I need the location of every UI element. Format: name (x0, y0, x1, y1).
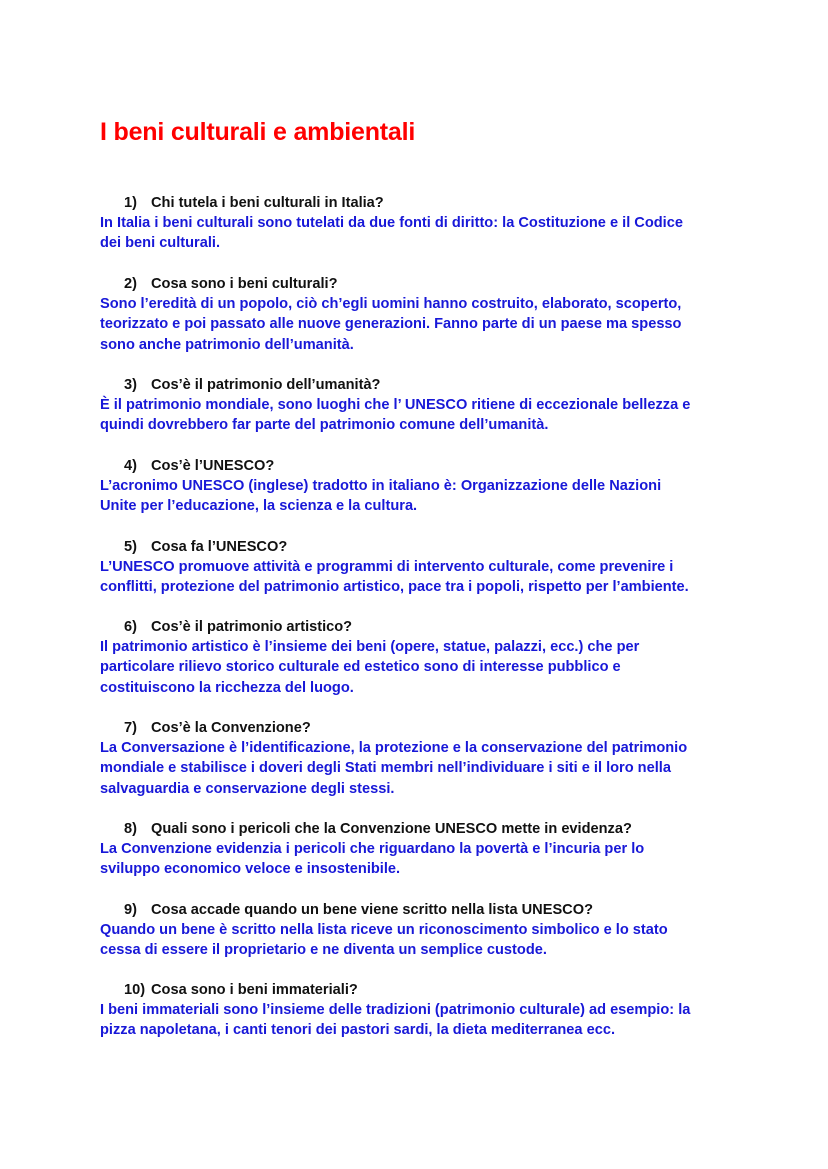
answer-line: Sono l’eredità di un popolo, ciò ch’egli uomini hanno costruito, elaborato, scoperto, (100, 296, 682, 312)
answer-8 (100, 839, 644, 880)
answer-5 (100, 557, 689, 598)
question-number: 7) (124, 720, 137, 736)
question-text: Cos’è la Convenzione? (151, 720, 311, 736)
answer-line: dei beni culturali. (100, 235, 221, 252)
answer-line: L’UNESCO promuove attività e programmi di intervento culturale, come prevenire i (100, 559, 674, 575)
answer-line: Quando un bene è scritto nella lista riceve un riconoscimento simbolico e lo stato (100, 922, 668, 938)
answer-line: quindi dovrebbero far parte del patrimonio comune dell’umanità. (100, 417, 549, 434)
question-5 (124, 537, 287, 557)
answer-line: conflitti, protezione del patrimonio artistico, pace tra i popoli, rispetto per l’ambiente. (100, 579, 689, 596)
answer-line: pizza napoletana, i canti tenori dei pastori sardi, la dieta mediterranea ecc. (100, 1022, 615, 1039)
answer-line: È il patrimonio mondiale, sono luoghi che l’ UNESCO ritiene di eccezionale bellezza e (100, 397, 691, 413)
question-1 (124, 193, 384, 213)
question-text: Cos’è il patrimonio dell’umanità? (151, 377, 381, 393)
question-text: Chi tutela i beni culturali in Italia? (151, 195, 384, 211)
question-8 (124, 819, 632, 839)
question-number: 2) (124, 276, 137, 292)
answer-line: Unite per l’educazione, la scienza e la cultura. (100, 498, 418, 515)
answer-9 (100, 920, 668, 961)
question-7 (124, 718, 311, 738)
question-text: Cosa accade quando un bene viene scritto nella lista UNESCO? (151, 902, 593, 918)
question-number: 8) (124, 821, 137, 837)
answer-4 (100, 476, 661, 517)
question-6 (124, 617, 352, 637)
answer-line: L’acronimo UNESCO (inglese) tradotto in italiano è: Organizzazione delle Nazioni (100, 478, 662, 494)
answer-line: mondiale e stabilisce i doveri degli Stati membri nell’individuare i siti e il loro nella (100, 760, 671, 777)
question-text: Quali sono i pericoli che la Convenzione UNESCO mette in evidenza? (151, 821, 632, 837)
answer-6 (100, 637, 639, 698)
answer-2 (100, 294, 681, 355)
answer-line: sono anche patrimonio dell’umanità. (100, 336, 354, 353)
question-number: 5) (124, 539, 137, 555)
answer-7 (100, 738, 687, 799)
answer-line: Il patrimonio artistico è l’insieme dei beni (opere, statue, palazzi, ecc.) che per (100, 639, 640, 655)
answer-line: La Convenzione evidenzia i pericoli che riguardano la povertà e l’incuria per lo (100, 841, 645, 857)
question-text: Cos’è l’UNESCO? (151, 458, 275, 474)
answer-line: salvaguardia e conservazione degli stessi. (100, 780, 395, 797)
answer-line: La Conversazione è l’identificazione, la protezione e la conservazione del patrimonio (100, 740, 688, 756)
answer-1 (100, 213, 683, 254)
answer-line: sviluppo economico veloce e insostenibile. (100, 861, 401, 878)
question-10 (124, 980, 358, 1000)
question-number: 4) (124, 458, 137, 474)
answer-line: I beni immateriali sono l’insieme delle tradizioni (patrimonio culturale) ad esempio: la (100, 1002, 691, 1018)
answer-line: teorizzato e poi passato alle nuove generazioni. Fanno parte di un paese ma spesso (100, 316, 682, 333)
question-text: Cos’è il patrimonio artistico? (151, 619, 353, 635)
question-number: 10) (124, 982, 146, 998)
question-number: 9) (124, 902, 137, 918)
answer-10 (100, 1000, 690, 1041)
answer-line: In Italia i beni culturali sono tutelati da due fonti di diritto: la Costituzione e il Codice (100, 215, 683, 231)
question-2 (124, 274, 338, 294)
question-number: 1) (124, 195, 137, 211)
answer-line: cessa di essere il proprietario e ne diventa un semplice custode. (100, 942, 547, 959)
page-title: I beni culturali e ambientali (100, 118, 416, 146)
question-text: Cosa sono i beni immateriali? (151, 982, 358, 998)
question-text: Cosa sono i beni culturali? (151, 276, 338, 292)
question-3 (124, 375, 380, 395)
question-text: Cosa fa l’UNESCO? (151, 539, 288, 555)
answer-line: costituiscono la ricchezza del luogo. (100, 679, 354, 696)
answer-3 (100, 395, 690, 436)
question-number: 6) (124, 619, 137, 635)
question-number: 3) (124, 377, 137, 393)
question-4 (124, 456, 274, 476)
question-9 (124, 900, 593, 920)
answer-line: particolare rilievo storico culturale ed estetico sono di interesse pubblico e (100, 659, 621, 676)
